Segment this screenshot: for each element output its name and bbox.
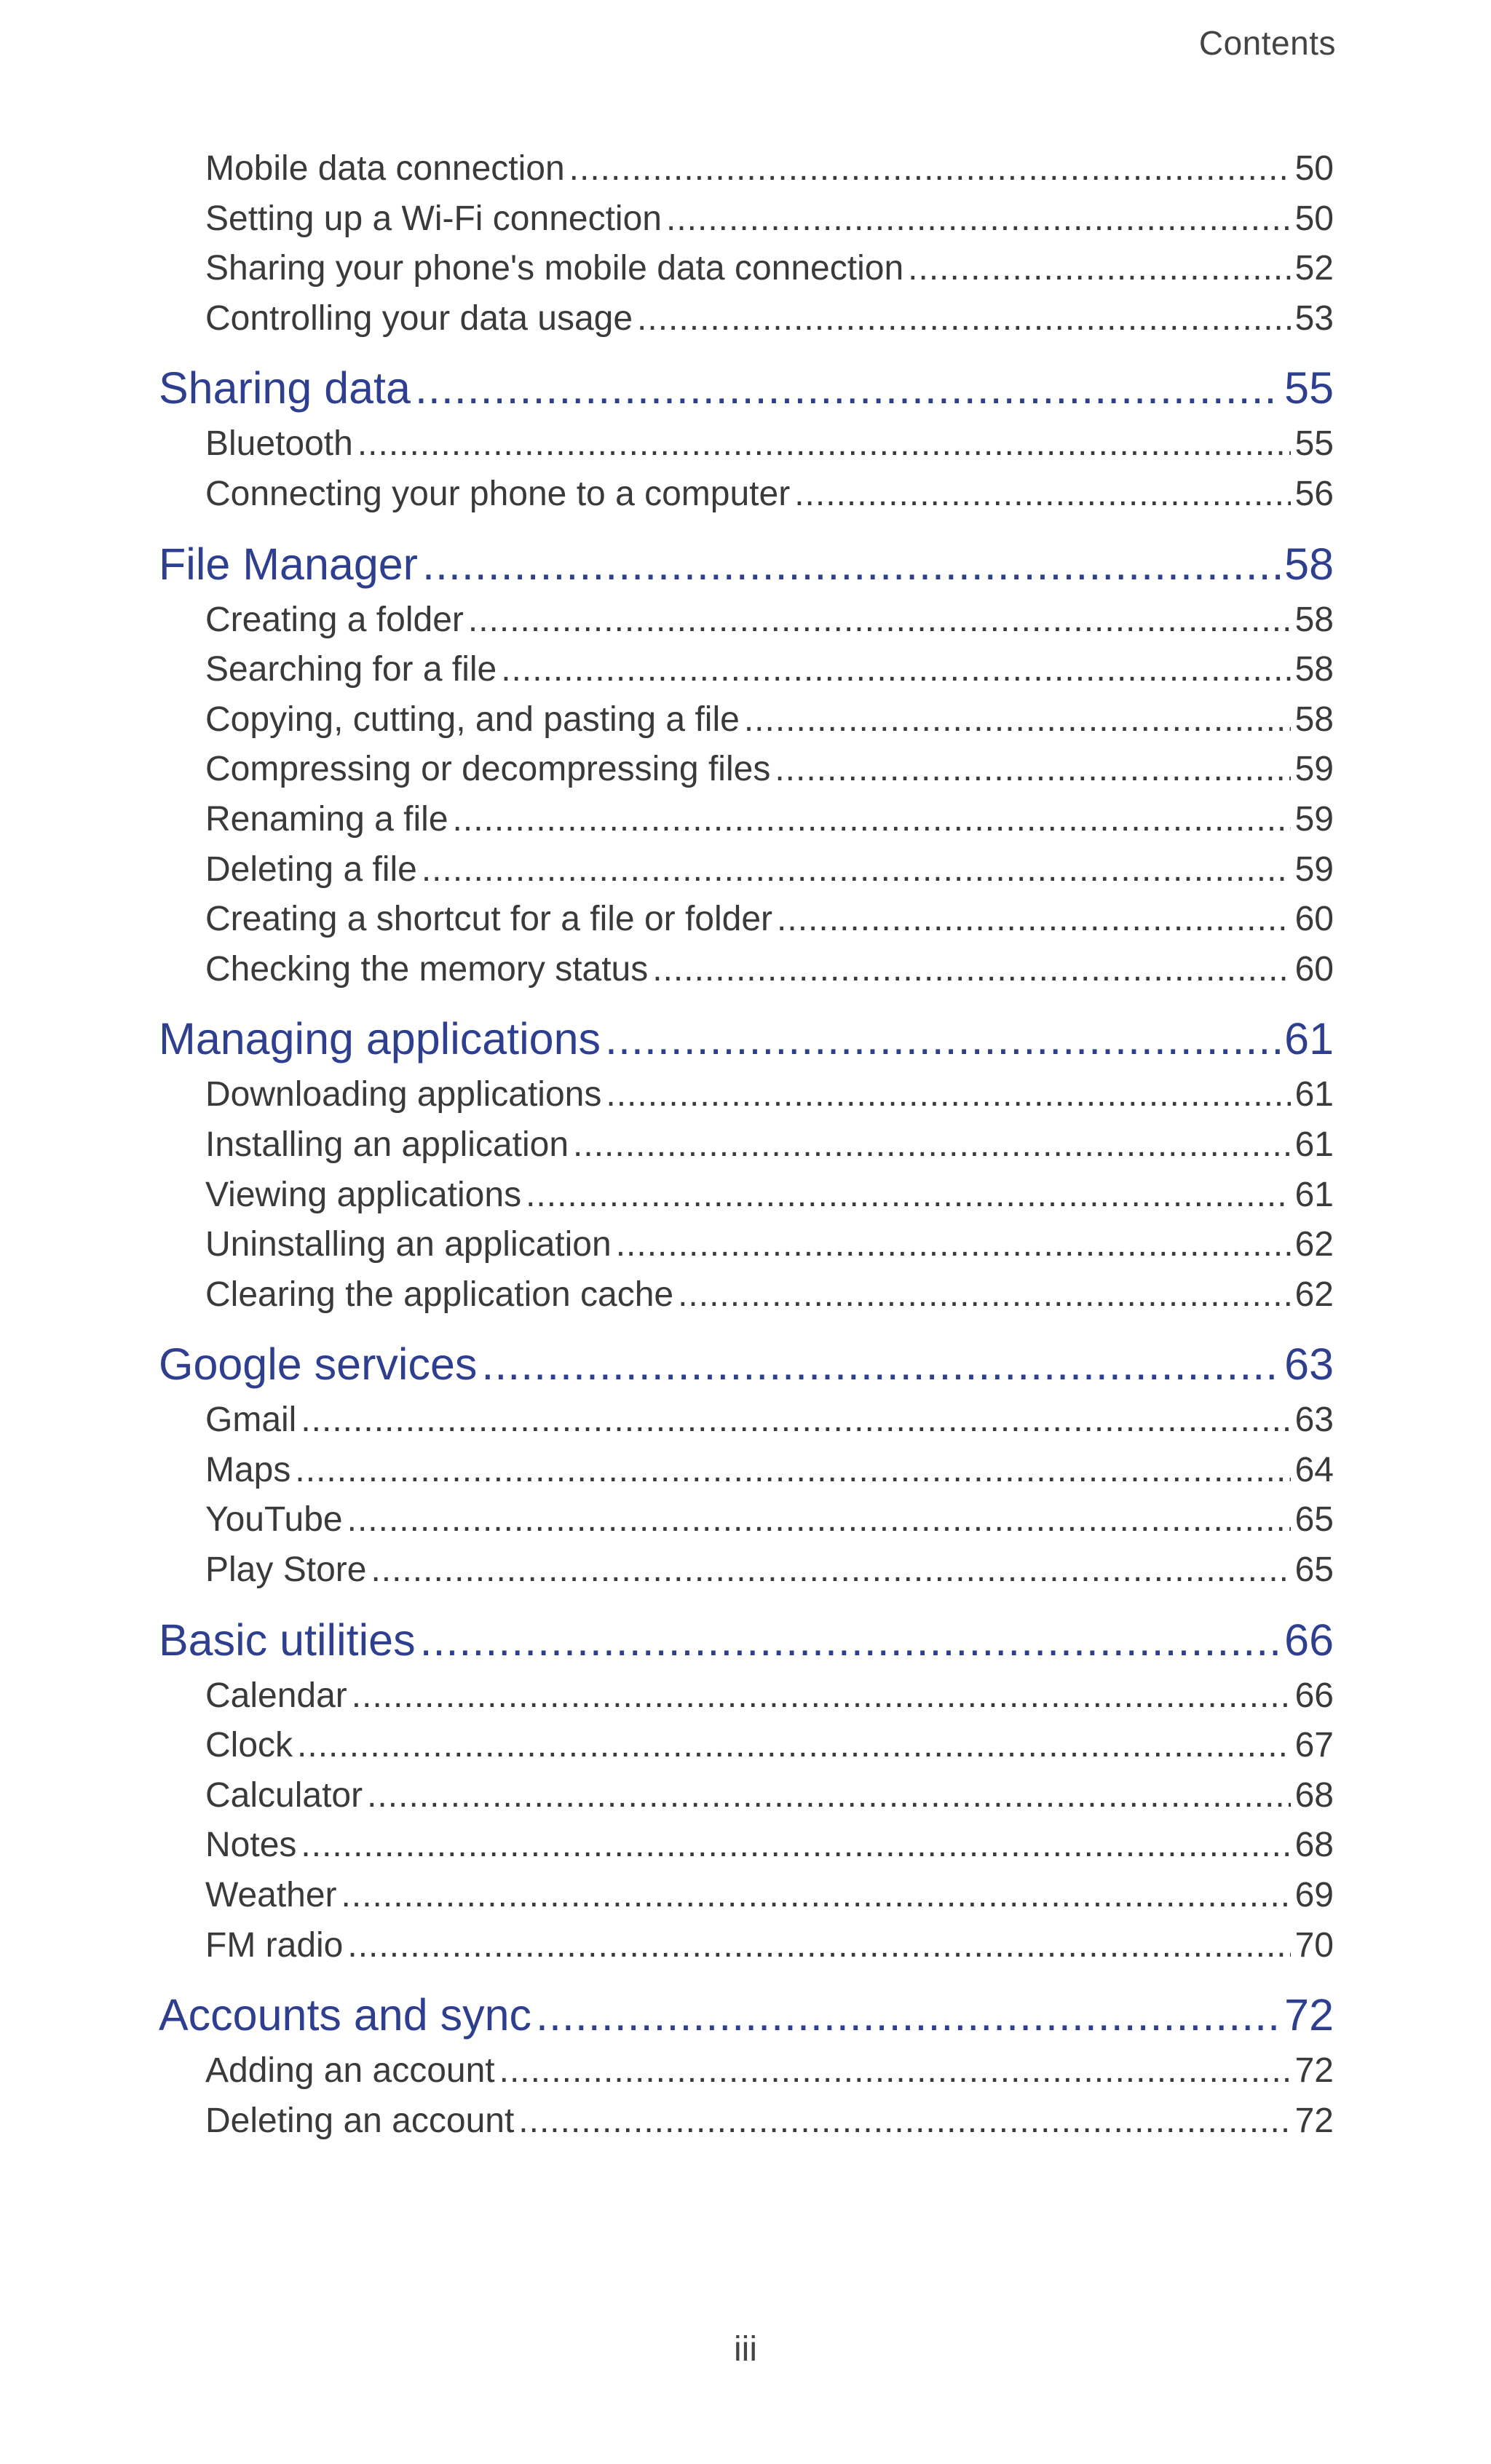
dot-leader: [415, 360, 1280, 416]
toc-entry-label: Installing an application: [205, 1125, 569, 1164]
toc-entry-page: 72: [1294, 2051, 1334, 2091]
toc-section-entry[interactable]: [159, 144, 1334, 194]
dot-leader: [420, 1612, 1281, 1668]
toc-section-entry[interactable]: [159, 2096, 1334, 2147]
toc-entry-label: Maps: [205, 1450, 291, 1489]
dot-leader: [605, 1010, 1280, 1067]
toc-section-entry[interactable]: [159, 1120, 1334, 1170]
dot-leader: [453, 795, 1291, 845]
table-of-contents: [159, 144, 1334, 2146]
toc-chapter-entry[interactable]: [159, 1986, 1334, 2043]
toc-entry-page: 63: [1284, 1339, 1334, 1390]
toc-entry-page: 72: [1294, 2101, 1334, 2140]
dot-leader: [775, 745, 1290, 795]
toc-section-entry[interactable]: [159, 294, 1334, 344]
toc-entry-page: 61: [1284, 1014, 1334, 1064]
toc-section-entry[interactable]: [159, 1395, 1334, 1446]
toc-entry-page: 55: [1284, 363, 1334, 413]
toc-entry-page: 61: [1294, 1075, 1334, 1114]
toc-entry-label: Connecting your phone to a computer: [205, 474, 791, 513]
dot-leader: [637, 294, 1291, 344]
toc-entry-page: 68: [1294, 1775, 1334, 1815]
toc-entry-page: 59: [1294, 799, 1334, 839]
toc-entry-page: 68: [1294, 1826, 1334, 1865]
toc-entry-label: Mobile data connection: [205, 149, 565, 188]
toc-entry-label: Compressing or decompressing files: [205, 750, 771, 789]
page-header-title: Contents: [1198, 24, 1336, 62]
toc-entry-page: 52: [1294, 249, 1334, 288]
toc-section-entry[interactable]: [159, 795, 1334, 845]
toc-section-entry[interactable]: [159, 1220, 1334, 1270]
toc-entry-label: Creating a folder: [205, 600, 464, 639]
dot-leader: [536, 1986, 1280, 2043]
dot-leader: [616, 1220, 1291, 1270]
dot-leader: [606, 1070, 1290, 1120]
toc-entry-label: YouTube: [205, 1500, 343, 1540]
toc-entry-label: File Manager: [159, 539, 418, 589]
toc-entry-page: 61: [1294, 1125, 1334, 1164]
toc-chapter-entry[interactable]: [159, 1010, 1334, 1067]
toc-section-entry[interactable]: [159, 945, 1334, 995]
toc-entry-label: Adding an account: [205, 2051, 495, 2091]
toc-entry-label: Searching for a file: [205, 650, 497, 689]
page-number: iii: [734, 2330, 757, 2369]
toc-entry-page: 58: [1284, 539, 1334, 589]
toc-section-entry[interactable]: [159, 1270, 1334, 1320]
toc-entry-page: 66: [1284, 1615, 1334, 1665]
toc-entry-label: Play Store: [205, 1550, 367, 1590]
toc-section-entry[interactable]: [159, 470, 1334, 520]
toc-entry-page: 66: [1294, 1676, 1334, 1715]
dot-leader: [526, 1170, 1291, 1221]
toc-entry-page: 55: [1294, 424, 1334, 464]
dot-leader: [297, 1721, 1291, 1771]
toc-section-entry[interactable]: [159, 1495, 1334, 1545]
toc-section-entry[interactable]: [159, 1070, 1334, 1120]
toc-entry-page: 58: [1294, 700, 1334, 739]
toc-entry-page: 69: [1294, 1876, 1334, 1915]
dot-leader: [501, 645, 1290, 695]
toc-entry-label: Viewing applications: [205, 1175, 522, 1214]
toc-entry-label: Creating a shortcut for a file or folder: [205, 900, 773, 939]
toc-entry-label: Calculator: [205, 1775, 363, 1815]
dot-leader: [744, 695, 1291, 745]
toc-section-entry[interactable]: [159, 2046, 1334, 2096]
toc-section-entry[interactable]: [159, 1821, 1334, 1871]
dot-leader: [352, 1671, 1291, 1722]
toc-entry-label: Deleting an account: [205, 2101, 515, 2140]
toc-entry-page: 62: [1294, 1275, 1334, 1314]
toc-chapter-entry[interactable]: [159, 1612, 1334, 1668]
dot-leader: [481, 1336, 1280, 1393]
toc-entry-label: Uninstalling an application: [205, 1225, 612, 1264]
toc-section-entry[interactable]: [159, 1545, 1334, 1596]
toc-entry-label: Sharing data: [159, 363, 411, 413]
toc-section-entry[interactable]: [159, 745, 1334, 795]
toc-entry-label: Gmail: [205, 1401, 297, 1440]
dot-leader: [341, 1871, 1291, 1921]
toc-entry-label: Setting up a Wi-Fi connection: [205, 199, 662, 238]
toc-entry-label: Notes: [205, 1826, 297, 1865]
dot-leader: [518, 2096, 1290, 2147]
dot-leader: [678, 1270, 1291, 1320]
toc-entry-page: 67: [1294, 1726, 1334, 1765]
dot-leader: [371, 1545, 1290, 1596]
toc-entry-label: Managing applications: [159, 1014, 601, 1064]
toc-section-entry[interactable]: [159, 645, 1334, 695]
toc-entry-page: 70: [1294, 1925, 1334, 1965]
toc-entry-page: 61: [1294, 1175, 1334, 1214]
toc-entry-page: 59: [1294, 849, 1334, 889]
toc-section-entry[interactable]: [159, 1446, 1334, 1496]
toc-entry-page: 64: [1294, 1450, 1334, 1489]
dot-leader: [908, 244, 1290, 294]
dot-leader: [569, 144, 1291, 194]
toc-section-entry[interactable]: [159, 595, 1334, 646]
toc-entry-label: Bluetooth: [205, 424, 353, 464]
dot-leader: [347, 1921, 1290, 1971]
toc-entry-page: 56: [1294, 474, 1334, 513]
toc-entry-label: Deleting a file: [205, 849, 417, 889]
toc-entry-page: 53: [1294, 298, 1334, 338]
toc-entry-label: Downloading applications: [205, 1075, 602, 1114]
toc-entry-page: 60: [1294, 949, 1334, 989]
toc-entry-page: 63: [1294, 1401, 1334, 1440]
dot-leader: [468, 595, 1291, 646]
toc-section-entry[interactable]: [159, 1871, 1334, 1921]
dot-leader: [777, 895, 1291, 945]
toc-entry-label: Renaming a file: [205, 799, 448, 839]
toc-section-entry[interactable]: [159, 1671, 1334, 1722]
dot-leader: [301, 1395, 1290, 1446]
dot-leader: [652, 945, 1290, 995]
toc-entry-label: Sharing your phone's mobile data connection: [205, 249, 904, 288]
toc-entry-label: Checking the memory status: [205, 949, 649, 989]
dot-leader: [295, 1446, 1290, 1496]
toc-entry-page: 59: [1294, 750, 1334, 789]
toc-entry-page: 65: [1294, 1500, 1334, 1540]
dot-leader: [422, 845, 1291, 895]
toc-entry-page: 58: [1294, 650, 1334, 689]
toc-section-entry[interactable]: [159, 244, 1334, 294]
toc-chapter-entry[interactable]: [159, 536, 1334, 593]
dot-leader: [357, 419, 1291, 470]
toc-entry-label: Clearing the application cache: [205, 1275, 674, 1314]
toc-entry-page: 50: [1294, 149, 1334, 188]
toc-entry-label: Basic utilities: [159, 1615, 416, 1665]
toc-chapter-entry[interactable]: [159, 1336, 1334, 1393]
dot-leader: [347, 1495, 1291, 1545]
toc-entry-page: 65: [1294, 1550, 1334, 1590]
toc-entry-label: FM radio: [205, 1925, 344, 1965]
dot-leader: [666, 194, 1291, 245]
toc-entry-page: 72: [1284, 1990, 1334, 2040]
toc-section-entry[interactable]: [159, 895, 1334, 945]
toc-entry-label: Google services: [159, 1339, 478, 1390]
toc-entry-label: Controlling your data usage: [205, 298, 633, 338]
toc-entry-page: 62: [1294, 1225, 1334, 1264]
toc-section-entry[interactable]: [159, 1721, 1334, 1771]
toc-section-entry[interactable]: [159, 845, 1334, 895]
dot-leader: [499, 2046, 1291, 2096]
toc-entry-label: Calendar: [205, 1676, 347, 1715]
toc-section-entry[interactable]: [159, 1771, 1334, 1821]
toc-entry-page: 60: [1294, 900, 1334, 939]
toc-entry-label: Weather: [205, 1876, 337, 1915]
toc-entry-label: Copying, cutting, and pasting a file: [205, 700, 740, 739]
dot-leader: [301, 1821, 1290, 1871]
dot-leader: [794, 470, 1290, 520]
toc-entry-label: Accounts and sync: [159, 1990, 532, 2040]
toc-section-entry[interactable]: [159, 419, 1334, 470]
toc-section-entry[interactable]: [159, 194, 1334, 245]
toc-chapter-entry[interactable]: [159, 360, 1334, 416]
toc-entry-label: Clock: [205, 1726, 293, 1765]
dot-leader: [422, 536, 1280, 593]
toc-entry-page: 50: [1294, 199, 1334, 238]
toc-section-entry[interactable]: [159, 1921, 1334, 1971]
toc-section-entry[interactable]: [159, 1170, 1334, 1221]
dot-leader: [367, 1771, 1291, 1821]
toc-entry-page: 58: [1294, 600, 1334, 639]
dot-leader: [573, 1120, 1291, 1170]
toc-section-entry[interactable]: [159, 695, 1334, 745]
